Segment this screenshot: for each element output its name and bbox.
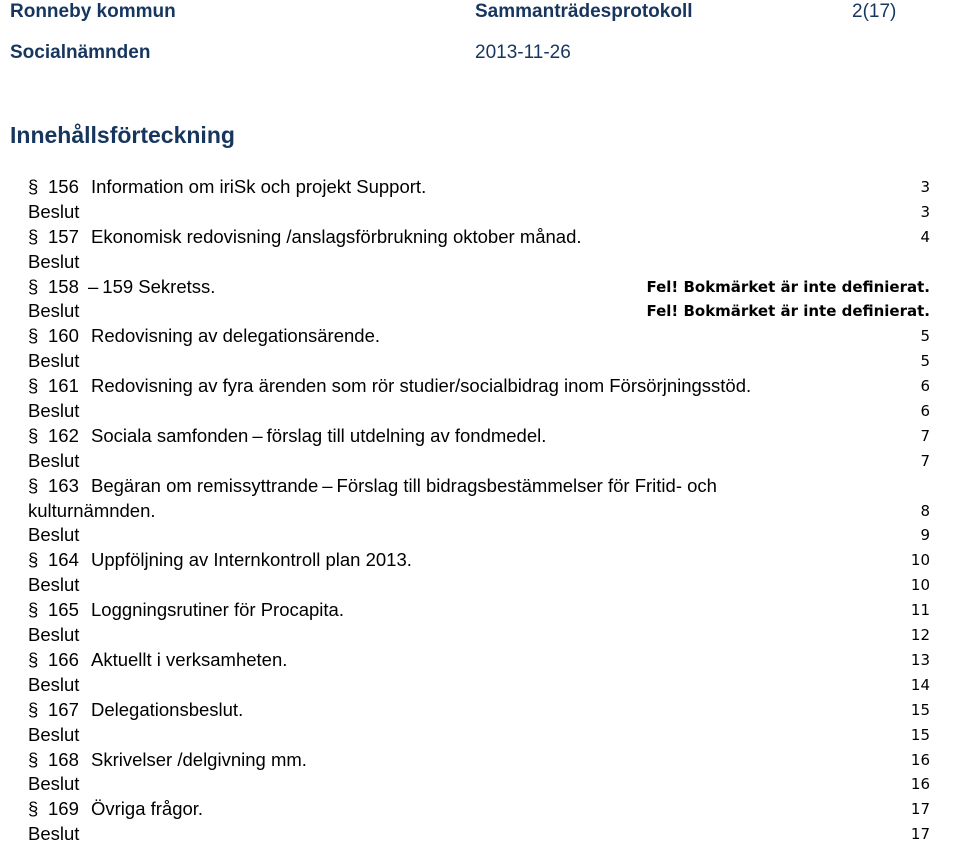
entry-number: 168	[48, 748, 79, 770]
page-number: 8	[920, 501, 930, 520]
entry-title: Beslut	[28, 773, 80, 795]
entry-title-continued: kulturnämnden.	[28, 499, 156, 521]
entry-number: 161	[48, 375, 79, 397]
page-number: 16	[910, 750, 930, 769]
toc-entry[interactable]	[0, 175, 960, 200]
toc-entry-beslut[interactable]	[0, 772, 960, 797]
entry-title-part: Begäran om remissyttrande	[91, 474, 319, 496]
entry-title: Redovisning av fyra ärenden som rör studier/socialbidrag inom Försörjningsstöd.	[91, 375, 752, 397]
section-sign: §	[28, 424, 39, 446]
section-sign: §	[28, 325, 39, 347]
bookmark-error: Fel! Bokmärket är inte definierat.	[646, 302, 930, 321]
toc-title: Innehållsförteckning	[10, 122, 235, 148]
entry-title: Övriga frågor.	[91, 798, 204, 820]
entry-number: 165	[48, 599, 79, 621]
toc-entry[interactable]	[0, 548, 960, 573]
page-number: 12	[910, 626, 930, 645]
entry-title: Beslut	[28, 574, 80, 596]
entry-title: Ekonomisk redovisning /anslagsförbrukning oktober månad.	[91, 225, 582, 247]
toc-entry-beslut[interactable]	[0, 623, 960, 648]
entry-title: Beslut	[28, 200, 80, 222]
toc-entry-beslut[interactable]	[0, 200, 960, 225]
page-number: 17	[910, 825, 930, 844]
entry-title: Redovisning av delegationsärende.	[91, 325, 381, 347]
dash: –	[88, 275, 99, 297]
toc-entry[interactable]	[0, 648, 960, 673]
toc-entry[interactable]	[0, 598, 960, 623]
toc-entry[interactable]	[0, 424, 960, 449]
entry-number: 156	[48, 176, 79, 197]
entry-title: Beslut	[28, 823, 80, 845]
entry-title: Uppföljning av Internkontroll plan 2013.	[91, 549, 412, 571]
entry-title: Skrivelser /delgivning mm.	[91, 748, 307, 770]
entry-number: 160	[48, 325, 79, 347]
entry-number: 166	[48, 648, 79, 670]
toc-entry[interactable]	[0, 324, 960, 349]
section-sign: §	[28, 375, 39, 397]
page-number: 5	[920, 352, 930, 371]
entry-title: Beslut	[28, 300, 80, 322]
page-number: 5	[920, 327, 930, 346]
entry-title-part: Förslag till bidragsbestämmelser för Fritid- och	[336, 474, 717, 496]
entry-title: Beslut	[28, 524, 80, 546]
page-number: 17	[910, 800, 930, 819]
section-sign: §	[28, 549, 39, 571]
entry-title: Delegationsbeslut.	[91, 698, 244, 720]
toc-entry-beslut[interactable]	[0, 822, 960, 847]
toc-entry[interactable]	[0, 374, 960, 399]
section-sign: §	[28, 798, 39, 820]
toc-entry-beslut[interactable]	[0, 673, 960, 698]
meeting-date: 2013-11-26	[475, 42, 571, 63]
entry-number: 163	[48, 474, 79, 496]
entry-title: Aktuellt i verksamheten.	[91, 648, 288, 670]
page-number: 14	[910, 675, 930, 694]
entry-title-part: Sociala samfonden	[91, 424, 249, 446]
page-number: 7	[920, 426, 930, 445]
page-number: 9	[920, 526, 930, 545]
entry-title: Beslut	[28, 400, 80, 422]
page-number: 15	[910, 725, 930, 744]
toc-entry-beslut[interactable]	[0, 299, 960, 324]
page-number: 6	[920, 402, 930, 421]
toc-entry-beslut[interactable]	[0, 573, 960, 598]
page-number: 3	[920, 178, 930, 196]
toc-entry-beslut[interactable]	[0, 349, 960, 374]
entry-number: 162	[48, 424, 79, 446]
entry-title: Beslut	[28, 250, 80, 272]
toc-entry-beslut[interactable]	[0, 250, 960, 275]
section-sign: §	[28, 748, 39, 770]
page-number: 7	[920, 451, 930, 470]
entry-title: Information om iriSk och projekt Support.	[91, 176, 427, 197]
section-sign: §	[28, 176, 39, 197]
entry-title: Beslut	[28, 350, 80, 372]
toc-entry-beslut[interactable]	[0, 723, 960, 748]
section-sign: §	[28, 698, 39, 720]
page-number: 16	[910, 775, 930, 794]
page-number: 13	[910, 650, 930, 669]
page-number: 10	[910, 576, 930, 595]
section-sign: §	[28, 275, 39, 297]
page-number: 6	[920, 377, 930, 396]
page-indicator: 2(17)	[852, 1, 897, 22]
entry-title: 159 Sekretss.	[102, 275, 216, 297]
entry-number: 157	[48, 225, 79, 247]
page-number: 10	[910, 551, 930, 570]
toc-entry[interactable]	[0, 275, 960, 300]
toc-entry[interactable]	[0, 698, 960, 723]
toc-entry[interactable]	[0, 748, 960, 773]
toc-entry[interactable]	[0, 225, 960, 250]
entry-title: Loggningsrutiner för Procapita.	[91, 599, 344, 621]
bookmark-error: Fel! Bokmärket är inte definierat.	[646, 277, 930, 296]
page-number: 15	[910, 700, 930, 719]
page-number: 4	[920, 227, 930, 246]
page-number: 3	[920, 202, 930, 221]
entry-number: 158	[48, 275, 79, 297]
dash: –	[252, 424, 263, 446]
dash: –	[322, 474, 333, 496]
toc-list	[0, 175, 960, 847]
doc-type: Sammanträdesprotokoll	[475, 1, 693, 22]
entry-title: Beslut	[28, 449, 80, 471]
toc-entry[interactable]	[0, 474, 960, 524]
entry-title: Beslut	[28, 624, 80, 646]
entry-number: 169	[48, 798, 79, 820]
section-sign: §	[28, 474, 39, 496]
committee-name: Socialnämnden	[10, 42, 151, 63]
entry-title-part: förslag till utdelning av fondmedel.	[266, 424, 547, 446]
section-sign: §	[28, 225, 39, 247]
entry-number: 164	[48, 549, 79, 571]
toc-entry[interactable]	[0, 797, 960, 822]
entry-title: Beslut	[28, 673, 80, 695]
toc-entry-beslut[interactable]	[0, 449, 960, 474]
toc-entry-beslut[interactable]	[0, 523, 960, 548]
section-sign: §	[28, 599, 39, 621]
entry-number: 167	[48, 698, 79, 720]
entry-title: Beslut	[28, 723, 80, 745]
page-number: 11	[910, 601, 930, 620]
section-sign: §	[28, 648, 39, 670]
org-name: Ronneby kommun	[10, 1, 176, 22]
toc-entry-beslut[interactable]	[0, 399, 960, 424]
